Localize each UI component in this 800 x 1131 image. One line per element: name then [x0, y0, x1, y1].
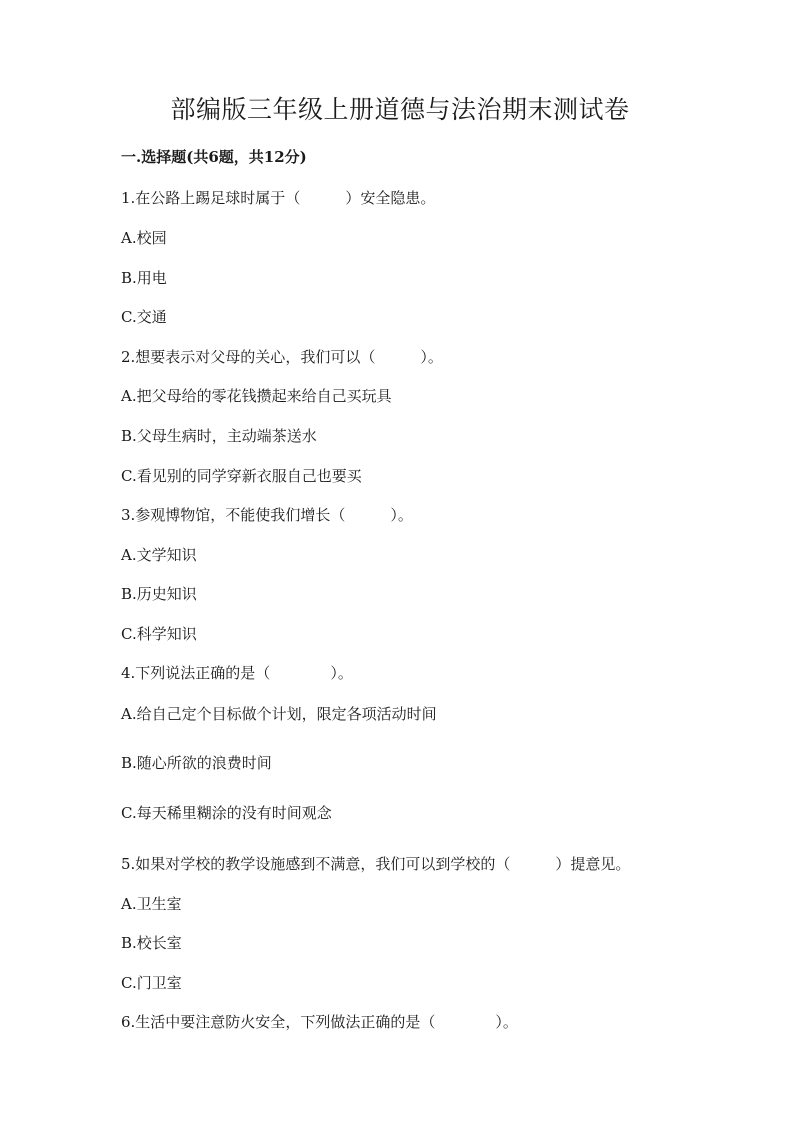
question-1-option-b: B.用电 [121, 269, 167, 287]
question-2-option-b: B.父母生病时，主动端茶送水 [121, 427, 317, 445]
question-2-option-c: C.看见别的同学穿新衣服自己也要买 [121, 467, 362, 485]
section-heading: 一.选择题(共6题，共12分) [121, 148, 307, 166]
question-1-option-c: C.交通 [121, 308, 167, 326]
question-2-option-a: A.把父母给的零花钱攒起来给自己买玩具 [121, 387, 392, 405]
question-3-option-a: A.文学知识 [121, 546, 197, 564]
question-3-stem: 3.参观博物馆，不能使我们增长（ ）。 [121, 506, 413, 524]
question-4-option-a: A.给自己定个目标做个计划，限定各项活动时间 [121, 705, 437, 723]
question-5-option-b: B.校长室 [121, 934, 182, 952]
question-5-stem: 5.如果对学校的教学设施感到不满意，我们可以到学校的（ ）提意见。 [121, 855, 631, 873]
question-4-option-b: B.随心所欲的浪费时间 [121, 754, 272, 772]
question-4-option-c: C.每天稀里糊涂的没有时间观念 [121, 804, 332, 822]
question-3-option-b: B.历史知识 [121, 585, 197, 603]
question-4-stem: 4.下列说法正确的是（ ）。 [121, 664, 353, 682]
exam-title: 部编版三年级上册道德与法治期末测试卷 [170, 95, 630, 124]
question-5-option-a: A.卫生室 [121, 895, 182, 913]
question-3-option-c: C.科学知识 [121, 625, 197, 643]
question-6-stem: 6.生活中要注意防火安全，下列做法正确的是（ ）。 [121, 1013, 518, 1031]
question-1-option-a: A.校园 [121, 229, 167, 247]
question-2-stem: 2.想要表示对父母的关心，我们可以（ ）。 [121, 348, 443, 366]
question-5-option-c: C.门卫室 [121, 974, 182, 992]
question-1-stem: 1.在公路上踢足球时属于（ ）安全隐患。 [121, 189, 436, 207]
